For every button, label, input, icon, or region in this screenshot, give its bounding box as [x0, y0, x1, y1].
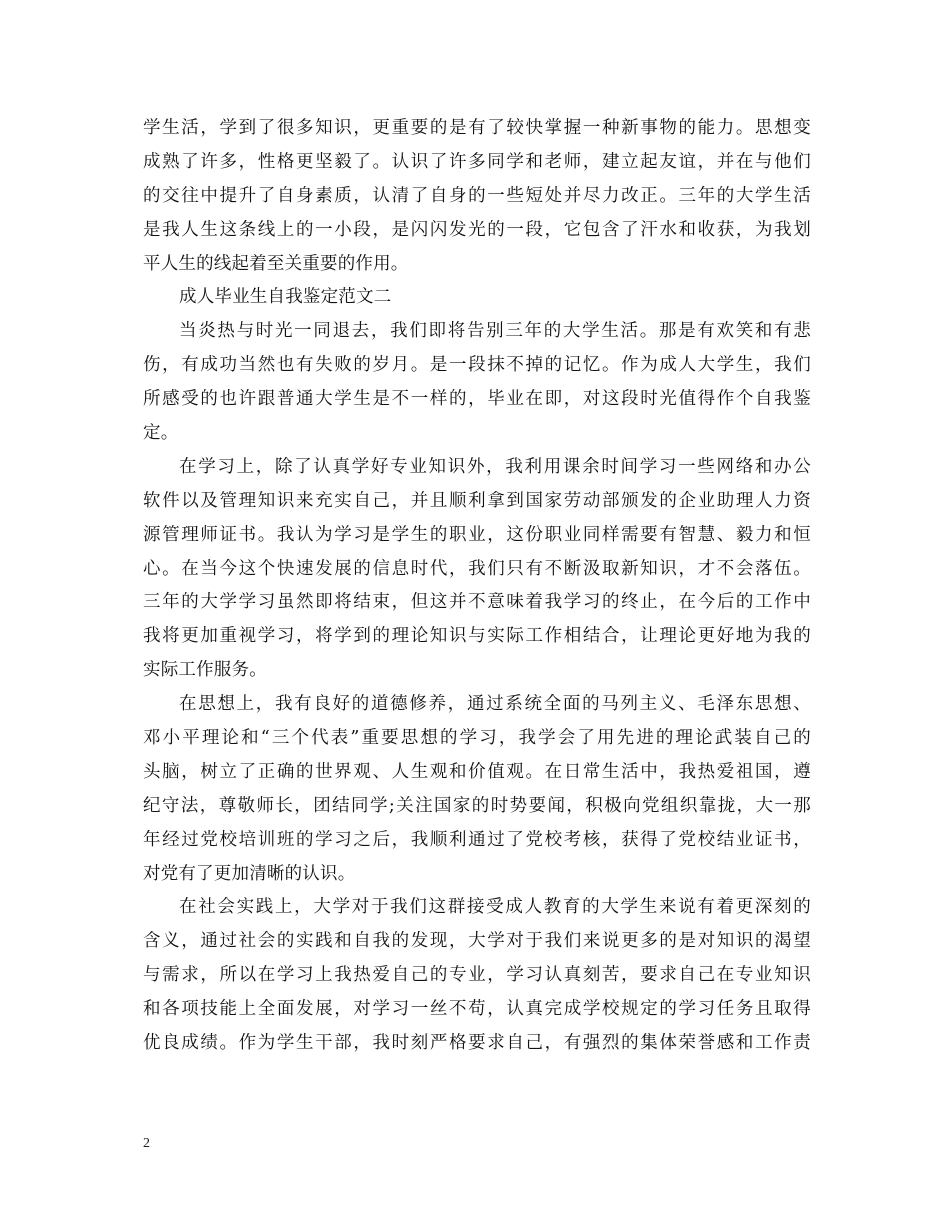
text-line: 在思想上，我有良好的道德修养，通过系统全面的马列主义、毛泽东思想、	[179, 694, 811, 715]
text-line: 含义，通过社会的实践和自我的发现，大学对于我们来说更多的是对知识的渴望	[143, 931, 811, 952]
text-line: 三年的大学学习虽然即将结束，但这并不意味着我学习的终止，在今后的工作中	[143, 592, 811, 613]
text-line: 当炎热与时光一同退去，我们即将告别三年的大学生活。那是有欢笑和有悲	[179, 321, 811, 342]
text-line: 源管理师证书。我认为学习是学生的职业，这份职业同样需要有智慧、毅力和恒	[143, 524, 811, 545]
text-line: 年经过党校培训班的学习之后，我顺利通过了党校考核，获得了党校结业证书，	[143, 829, 811, 850]
text-line: 平人生的线起着至关重要的作用。	[143, 253, 409, 274]
text-line: 心。在当今这个快速发展的信息时代，我们只有不断汲取新知识，才不会落伍。	[143, 558, 811, 579]
text-line: 所感受的也许跟普通大学生是不一样的，毕业在即，对这段时光值得作个自我鉴	[143, 389, 811, 410]
text-line: 纪守法，尊敬师长，团结同学;关注国家的时势要闻，积极向党组织靠拢，大一那	[143, 795, 811, 816]
text-line: 定。	[143, 423, 179, 444]
text-line: 伤，有成功当然也有失败的岁月。是一段抹不掉的记忆。作为成人大学生，我们	[143, 355, 811, 376]
text-line: 在学习上，除了认真学好专业知识外，我利用课余时间学习一些网络和办公	[179, 456, 811, 477]
text-line: 成人毕业生自我鉴定范文二	[179, 287, 392, 308]
text-line: 和各项技能上全面发展，对学习一丝不苟，认真完成学校规定的学习任务且取得	[143, 999, 811, 1020]
text-line: 头脑，树立了正确的世界观、人生观和价值观。在日常生活中，我热爱祖国，遵	[143, 761, 811, 782]
text-line: 我将更加重视学习，将学到的理论知识与实际工作相结合，让理论更好地为我的	[143, 626, 811, 647]
text-line: 邓小平理论和“三个代表”重要思想的学习，我学会了用先进的理论武装自己的	[143, 728, 811, 749]
text-line: 对党有了更加清晰的认识。	[143, 863, 356, 884]
text-line: 与需求，所以在学习上我热爱自己的专业，学习认真刻苦，要求自己在专业知识	[143, 965, 811, 986]
text-line: 优良成绩。作为学生干部，我时刻严格要求自己，有强烈的集体荣誉感和工作责	[143, 1033, 811, 1054]
text-line: 是我人生这条线上的一小段，是闪闪发光的一段，它包含了汗水和收获，为我划	[143, 219, 811, 240]
page-number: 2	[143, 1136, 150, 1151]
document-body	[143, 112, 811, 1061]
text-line: 的交往中提升了自身素质，认清了自身的一些短处并尽力改正。三年的大学生活	[143, 185, 811, 206]
text-line: 在社会实践上，大学对于我们这群接受成人教育的大学生来说有着更深刻的	[179, 897, 811, 918]
text-line: 软件以及管理知识来充实自己，并且顺利拿到国家劳动部颁发的企业助理人力资	[143, 490, 811, 511]
text-line: 实际工作服务。	[143, 660, 267, 681]
text-line: 学生活，学到了很多知识，更重要的是有了较快掌握一种新事物的能力。思想变	[143, 118, 811, 138]
text-line: 成熟了许多，性格更坚毅了。认识了许多同学和老师，建立起友谊，并在与他们	[143, 151, 811, 172]
